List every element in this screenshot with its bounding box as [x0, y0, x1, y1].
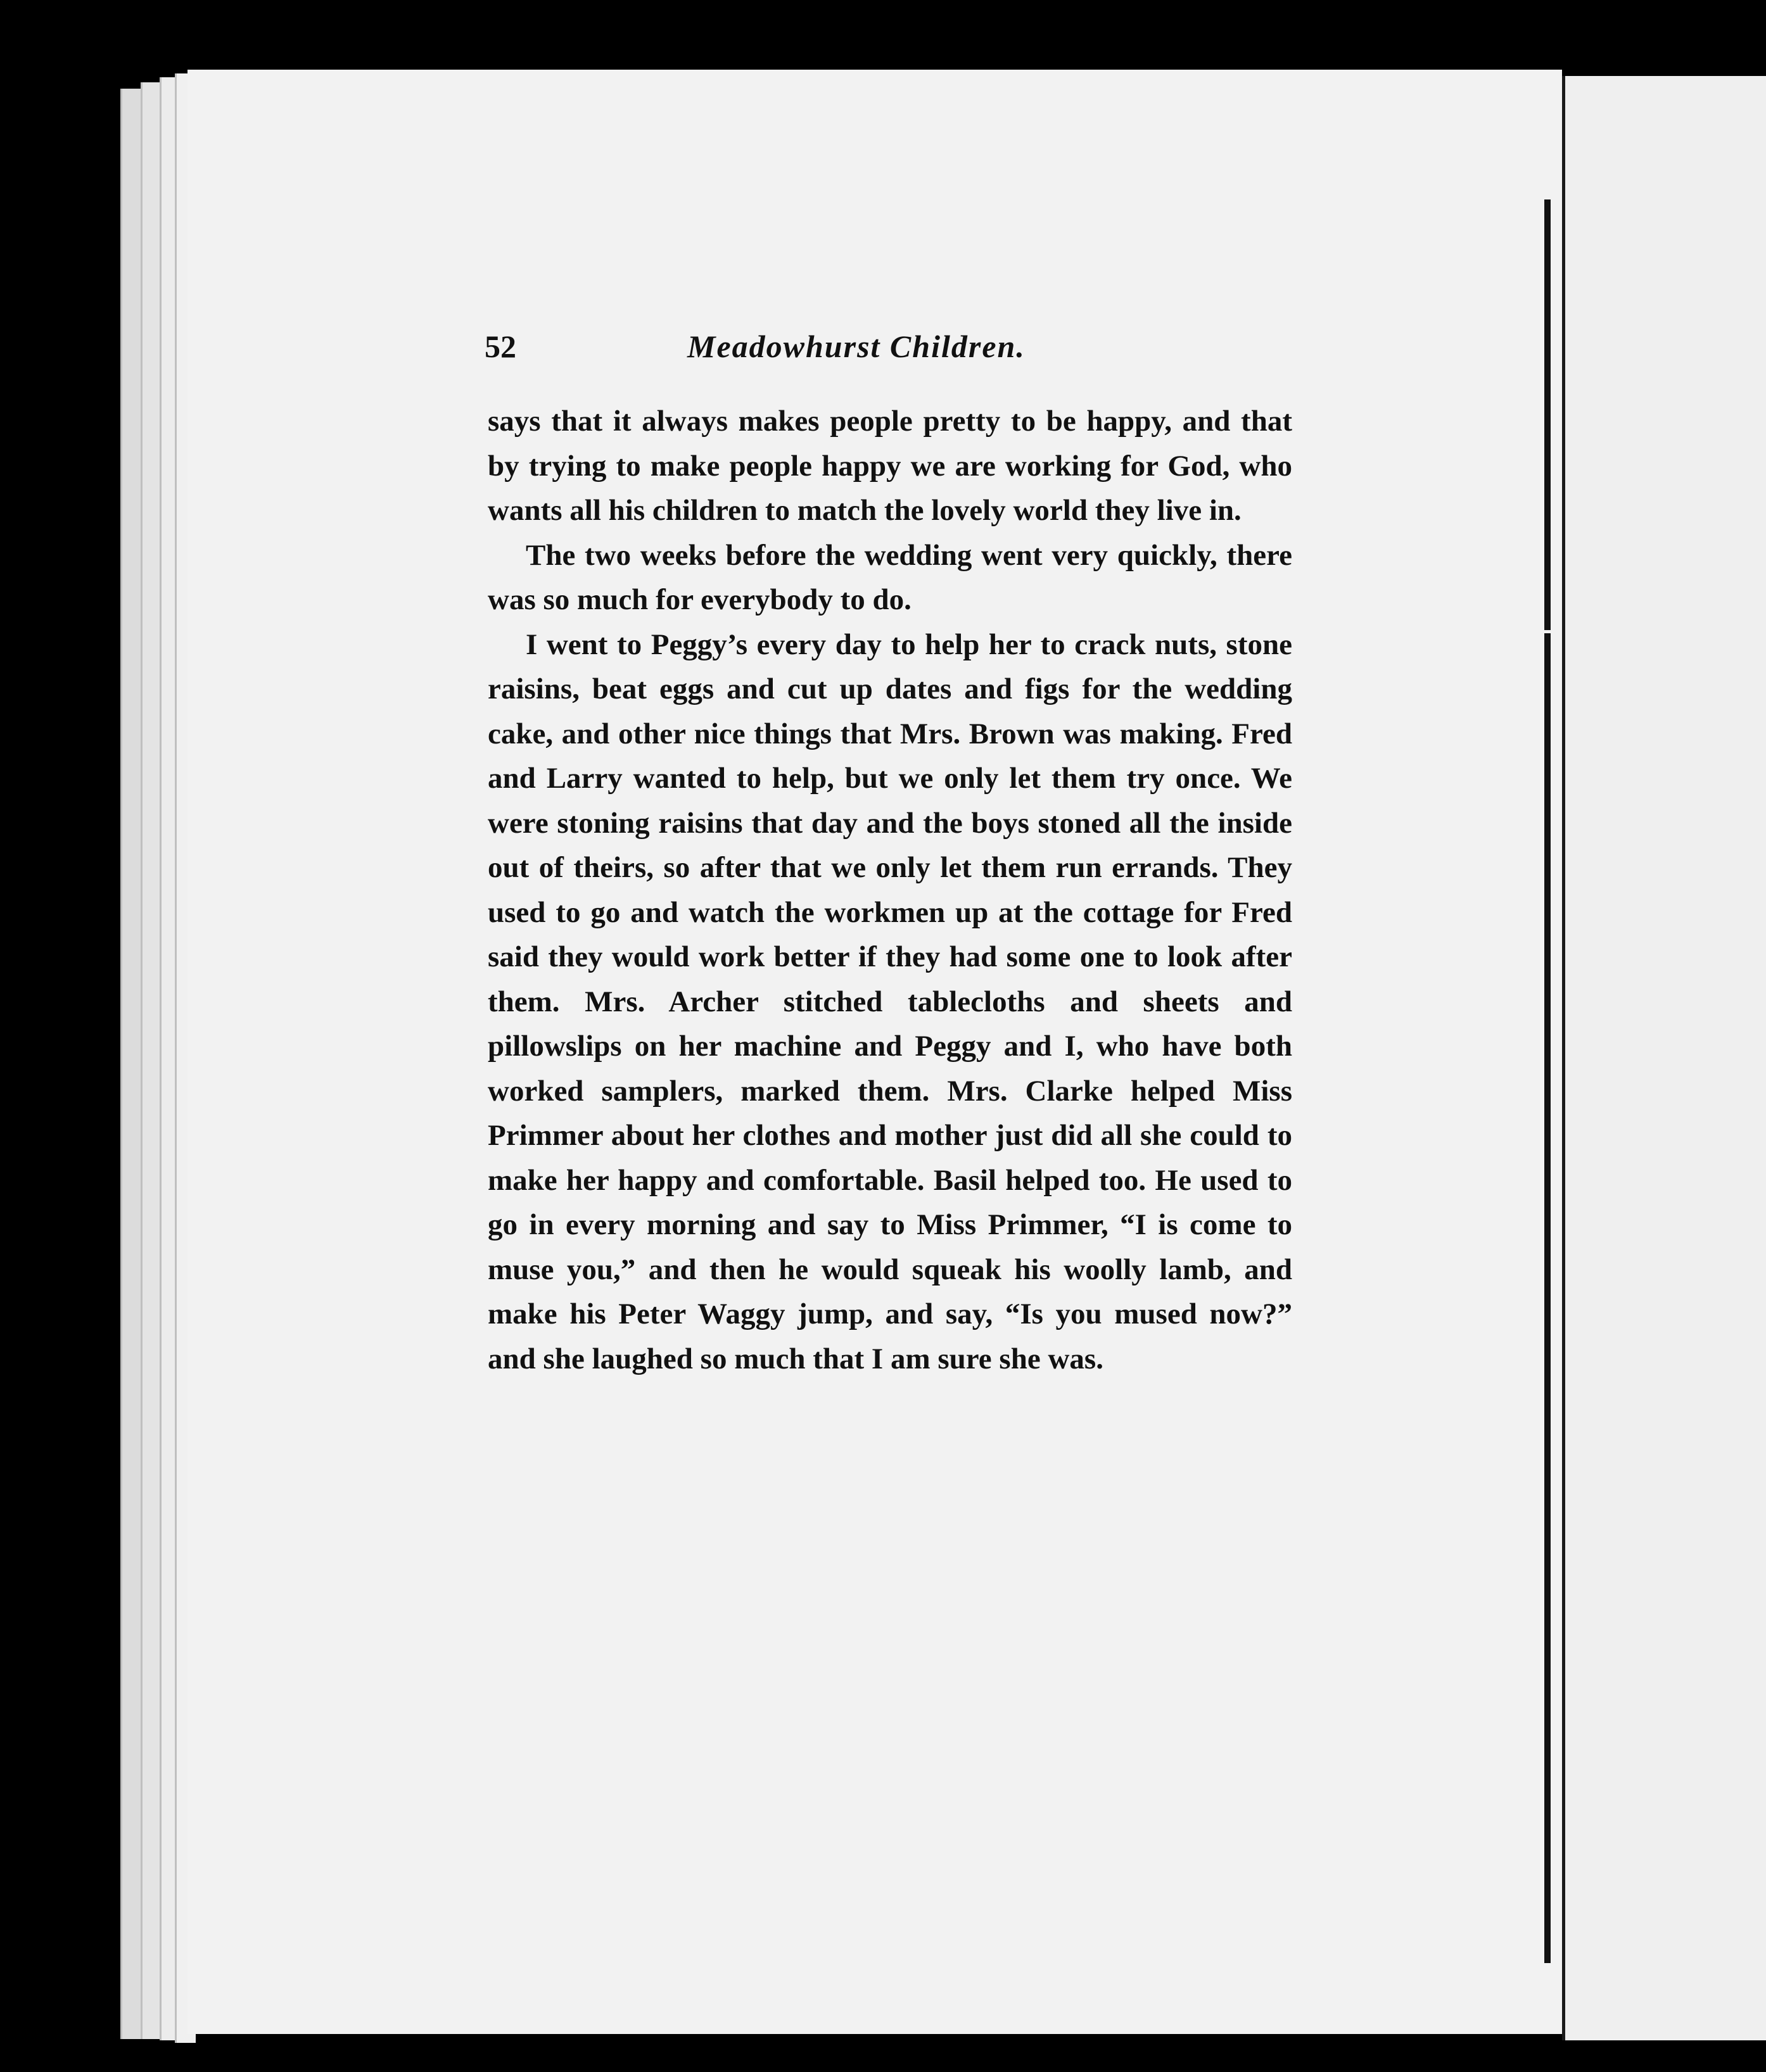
body-text [488, 399, 1292, 1381]
paragraph: The two weeks before the wedding went very quickly, there was so much for everybody to do. [488, 538, 1292, 616]
running-head [485, 328, 1371, 379]
running-title: Meadowhurst Children. [687, 329, 1026, 364]
gutter-shadow [1544, 199, 1551, 630]
gutter-shadow [1544, 633, 1551, 1963]
paragraph: says that it always makes people pretty to be happy, and that by trying to make people happy we are working for God, who wants all his children to match the lovely world they live in. [488, 405, 1292, 527]
paragraph: I went to Peggy’s every day to help her to crack nuts, stone raisins, beat eggs and cut up dates and figs for the wedding cake, and other nice things that Mrs. Brown was making. Fred and Larry wanted to help, but we only let them try once. We were stoning raisins that day and the boys stoned all the inside out of theirs, so after that we only let them run errands. They used to go and watch the workmen up at the cottage for Fred said they would work better if they had some one to look after them. Mrs. Archer stitched tablecloths and sheets and pillowslips on her machine and Peggy and I, who have both worked samplers, marked them. Mrs. Clarke helped Miss Primmer about her clothes and mother just did all she could to make her happy and comfortable. Basil helped too. He used to go in every morning and say to Miss Primmer, “I is come to muse you,” and then he would squeak his woolly lamb, and make his Peter Waggy jump, and say, “Is you mused now?” and she laughed so much that I am sure she was. [488, 628, 1292, 1375]
facing-page-edge [1562, 76, 1766, 2040]
page-number: 52 [485, 329, 516, 364]
